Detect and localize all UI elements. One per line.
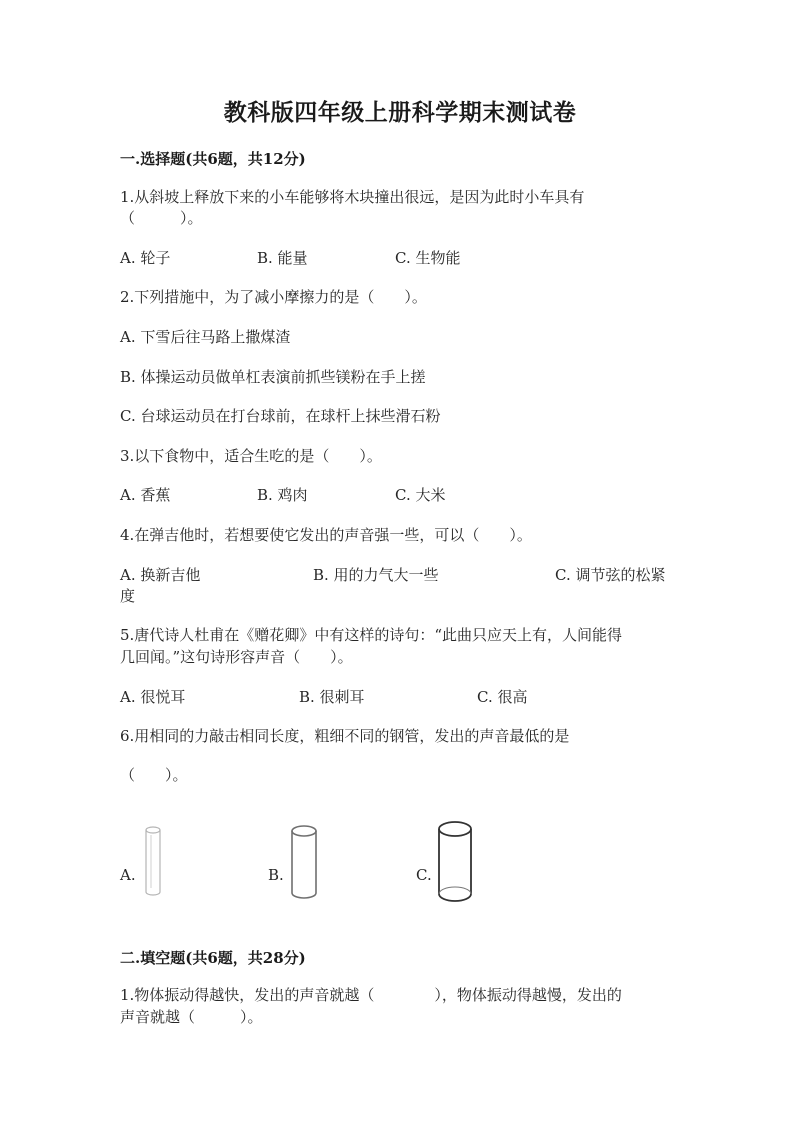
section-heading-fill: 二.填空题(共6题，共28分) xyxy=(120,949,306,967)
question-6-option-c[interactable]: C. xyxy=(416,866,432,884)
question-5-option-b[interactable]: B. 很刺耳 xyxy=(299,688,365,706)
question-2-option-b[interactable]: B. 体操运动员做单杠表演前抓些镁粉在手上搓 xyxy=(120,368,426,386)
question-4-option-a[interactable]: A. 换新吉他 xyxy=(120,566,201,584)
medium-tube-figure xyxy=(288,822,324,902)
question-5-option-a[interactable]: A. 很悦耳 xyxy=(120,688,186,706)
question-3-text: 3.以下食物中，适合生吃的是（ ）。 xyxy=(120,447,382,465)
question-6-option-b[interactable]: B. xyxy=(268,866,284,884)
section-heading-choice: 一.选择题(共6题，共12分) xyxy=(120,150,306,168)
question-1-option-a[interactable]: A. 轮子 xyxy=(120,249,171,267)
thin-tube-figure xyxy=(140,822,170,900)
question-5-text-cont: 几回闻。”这句诗形容声音（ ）。 xyxy=(120,648,353,666)
question-3-option-b[interactable]: B. 鸡肉 xyxy=(257,486,308,504)
page-title: 教科版四年级上册科学期末测试卷 xyxy=(223,99,577,126)
question-4-option-b[interactable]: B. 用的力气大一些 xyxy=(313,566,439,584)
question-2-option-c[interactable]: C. 台球运动员在打台球前，在球杆上抹些滑石粉 xyxy=(120,407,441,425)
question-2-option-a[interactable]: A. 下雪后往马路上撒煤渣 xyxy=(120,328,291,346)
question-5-text: 5.唐代诗人杜甫在《赠花卿》中有这样的诗句：“此曲只应天上有，人间能得 xyxy=(120,626,622,644)
question-4-text: 4.在弹吉他时，若想要使它发出的声音强一些，可以（ ）。 xyxy=(120,526,532,544)
question-4-option-c[interactable]: C. 调节弦的松紧 xyxy=(555,566,666,584)
fill-1-text: 1.物体振动得越快，发出的声音就越（ ），物体振动得越慢，发出的 xyxy=(120,986,622,1004)
question-6-option-a[interactable]: A. xyxy=(120,866,136,884)
question-1-blank: （ ）。 xyxy=(120,209,203,227)
question-5-option-c[interactable]: C. 很高 xyxy=(477,688,528,706)
question-4-option-c-wrap: 度 xyxy=(120,587,136,605)
question-1-option-c[interactable]: C. 生物能 xyxy=(395,249,461,267)
question-6-text: 6.用相同的力敲击相同长度，粗细不同的钢管，发出的声音最低的是 xyxy=(120,727,570,745)
thick-tube-figure xyxy=(436,818,476,904)
question-1-text: 1.从斜坡上释放下来的小车能够将木块撞出很远，是因为此时小车具有 xyxy=(120,188,585,206)
question-1-option-b[interactable]: B. 能量 xyxy=(257,249,308,267)
question-6-blank: （ ）。 xyxy=(120,766,188,784)
question-2-text: 2.下列措施中，为了减小摩擦力的是（ ）。 xyxy=(120,288,427,306)
question-3-option-c[interactable]: C. 大米 xyxy=(395,486,446,504)
question-3-option-a[interactable]: A. 香蕉 xyxy=(120,486,171,504)
fill-1-text-cont: 声音就越（ ）。 xyxy=(120,1008,263,1026)
